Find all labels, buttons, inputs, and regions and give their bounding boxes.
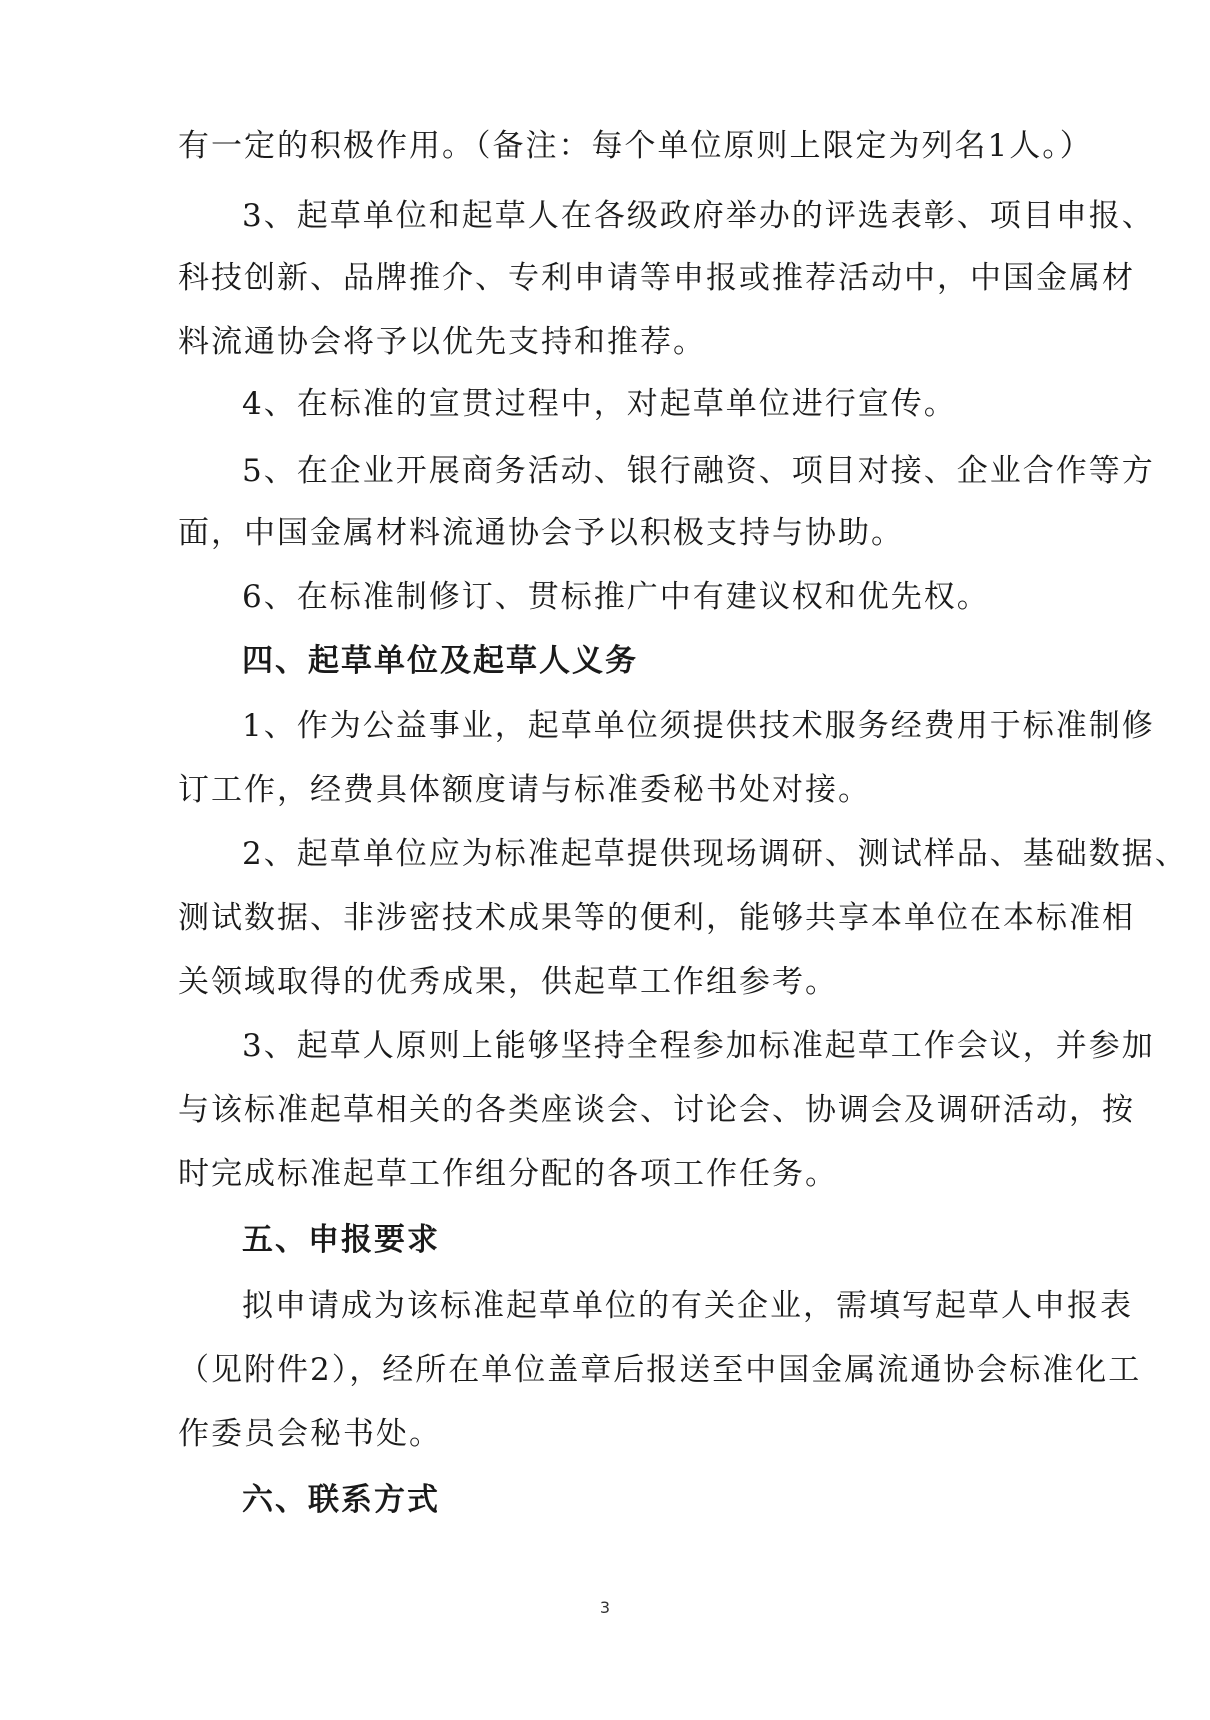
text-line: 4、在标准的宣贯过程中，对起草单位进行宣传。 [242, 386, 957, 422]
text-line: 科技创新、品牌推介、专利申请等申报或推荐活动中，中国金属材 [178, 260, 1135, 296]
text-line: 作委员会秘书处。 [178, 1416, 442, 1452]
text-line: 拟申请成为该标准起草单位的有关企业，需填写起草人申报表 [242, 1288, 1133, 1324]
section-heading-obligations: 四、起草单位及起草人义务 [242, 643, 638, 679]
text-line: 与该标准起草相关的各类座谈会、讨论会、协调会及调研活动，按 [178, 1092, 1135, 1128]
text-line: 关领域取得的优秀成果，供起草工作组参考。 [178, 964, 838, 1000]
text-line: （见附件2），经所在单位盖章后报送至中国金属流通协会标准化工 [178, 1352, 1142, 1388]
text-line: 5、在企业开展商务活动、银行融资、项目对接、企业合作等方 [242, 453, 1155, 489]
text-line: 有一定的积极作用。（备注：每个单位原则上限定为列名1人。） [178, 128, 1093, 164]
section-heading-requirements: 五、申报要求 [242, 1222, 440, 1258]
text-line: 料流通协会将予以优先支持和推荐。 [178, 324, 706, 360]
text-line: 1、作为公益事业，起草单位须提供技术服务经费用于标准制修 [242, 708, 1155, 744]
text-line: 3、起草单位和起草人在各级政府举办的评选表彰、项目申报、 [242, 198, 1155, 234]
text-line: 订工作，经费具体额度请与标准委秘书处对接。 [178, 772, 871, 808]
text-line: 3、起草人原则上能够坚持全程参加标准起草工作会议，并参加 [242, 1028, 1155, 1064]
text-line: 2、起草单位应为标准起草提供现场调研、测试样品、基础数据、 [242, 836, 1188, 872]
text-line: 时完成标准起草工作组分配的各项工作任务。 [178, 1156, 838, 1192]
text-line: 测试数据、非涉密技术成果等的便利，能够共享本单位在本标准相 [178, 900, 1135, 936]
text-line: 面，中国金属材料流通协会予以积极支持与协助。 [178, 515, 904, 551]
page-number: 3 [599, 1598, 611, 1617]
text-line: 6、在标准制修订、贯标推广中有建议权和优先权。 [242, 579, 990, 615]
section-heading-contact: 六、联系方式 [242, 1482, 440, 1518]
